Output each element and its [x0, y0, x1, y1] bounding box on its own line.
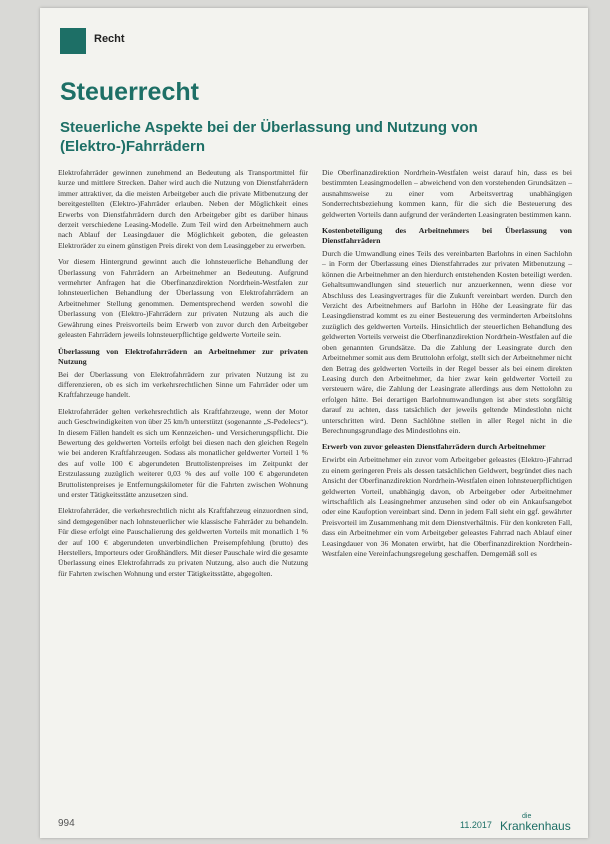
paragraph: Erwirbt ein Arbeitnehmer ein zuvor vom Arbeitgeber geleastes (Elektro-)Fahrrad zu einem geringeren Preis als dessen tatsächlichen Geldwert, begründet dies nach Ansicht der Oberfinanzdirektion Nordrhein-Westfalen einen lohnsteuerpflichtigen geldwerten Vorteil, unabhängig davon, ob Arbeitgeber oder Arbeitnehmer wirtschaftlich als Leasingnehmer anzusehen sind oder ob ein Ankaufsangebot oder eine Kaufoption vereinbart sind. Denn in jedem Fall sieht ein ggf. gewährter Preisvorteil im Zusammenhang mit dem Dienstverhältnis. Für den konkreten Fall, dass ein Arbeitnehmer ein vom Arbeitgeber geleastes Fahrrad nach Ablauf einer Leasingdauer von 36 Monaten erwirbt, hat die Oberfinanzdirektion Nordrhein-Westfalen eine Vereinfachungsregelung geschaffen. Demgemäß soll es	[322, 455, 572, 558]
article-title: Steuerrecht	[60, 78, 199, 106]
article-subtitle: Steuerliche Aspekte bei der Überlassung und Nutzung von (Elektro-)Fahrrädern	[60, 119, 478, 155]
issue-number: 11.2017	[460, 820, 492, 830]
page-number: 994	[58, 818, 75, 829]
section-heading: Kostenbeteiligung des Arbeitnehmers bei Überlassung von Dienstfahrrädern	[322, 226, 572, 246]
paragraph: Elektrofahrräder, die verkehrsrechtlich nicht als Kraftfahrzeug einzuordnen sind, sind demgegenüber nach lohnsteuerlicher wie klassische Fahrräder zu behandeln. Für diese erfolgt eine Pauschalierung des geldwerten Vorteils mit monatlich 1 % der auf 100 € abgerundeten unverbindlichen Preisempfehlung (brutto) des Herstellers, Importeurs oder Großhändlers. Mit dieser Pauschale wird die gesamte Überlassung eines Elektrofahrrads zu privaten Nutzung, also auch die Nutzung für Fahrten zwischen Wohnung und erster Tätigkeitsstätte, abgegolten.	[58, 506, 308, 578]
logo-small-text: die	[522, 813, 532, 820]
paragraph: Die Oberfinanzdirektion Nordrhein-Westfalen weist darauf hin, dass es bei bestimmten Leasingmodellen – abweichend von den vorstehenden Grundsätzen – ausnahmsweise zu einer vom Arbeitsvertrag unabhängigen Sonderrechtsbeziehung kommen kann, für die sich die Besteuerung des geldwerten Vorteils dann aufgrund der veränderten Leasingraten bestimmen kann.	[322, 168, 572, 219]
paragraph: Elektrofahrräder gewinnen zunehmend an Bedeutung als Transportmittel für kurze und mittlere Strecken. Daher wird auch die Nutzung von Dienstfahrrädern immer attraktiver, da die meisten Arbeitgeber auch die private Mitbenutzung der bereitgestellten (Elektro-)Fahrräder erlauben. Neben der Möglichkeit eines Erwerbs von Dienstfahrrädern durch den Arbeitgeber gibt es darüber hinaus derzeit verschiedene Leasing-Modelle. Zum Teil wird den Arbeitnehmern auch nach Ablauf der Leasingdauer die Möglichkeit geboten, die geleasten Elektroräder zu einem günstigen Preis direkt von dem Leasinggeber zu erwerben.	[58, 168, 308, 250]
paragraph: Bei der Überlassung von Elektrofahrrädern zur privaten Nutzung ist zu differenzieren, ob es sich im verkehrsrechtlichen Sinne um Fahrräder oder um Kraftfahrzeuge handelt.	[58, 369, 308, 400]
section-label: Recht	[94, 33, 125, 45]
paragraph: Elektrofahrräder gelten verkehrsrechtlich als Kraftfahrzeuge, wenn der Motor auch Geschwindigkeiten von über 25 km/h unterstützt (sogenannte „S-Pedelecs“). In diesem Fällen handelt es sich um Kennzeichen- und Versicherungspflicht. Die Bewertung des geldwerten Vorteils erfolgt bei diesen nach den gleichen Regeln wie bei anderen Kraftfahrzeugen. Sodass als monatlicher geldwerter Vorteil 1 % des auf volle 100 € abgerundeten Bruttolistenpreises im Zeitpunkt der Erstzulassung zuzüglich weiterer 0,03 % des auf volle 100 € abgerundeten Bruttolistenpreises je Entfernungskilometer für die Fahrten zwischen Wohnung und erster Tätigkeitsstätte anzusetzen sind.	[58, 406, 308, 499]
section-badge	[60, 28, 86, 54]
paragraph: Vor diesem Hintergrund gewinnt auch die lohnsteuerliche Behandlung der Überlassung von Fahrrädern an Arbeitnehmer an Bedeutung. Aufgrund vermehrter Anfragen hat die Oberfinanzdirektion Nordrhein-Westfalen zur lohnsteuerlichen Behandlung der Überlassung von Elektrofahrrädern an Arbeitnehmer Stellung genommen. Dementsprechend werden sowohl die Überlassung von (Elektro-)Fahrrädern zur privaten Nutzung als auch die Gewährung eines Preisvorteils beim Erwerb von zuvor durch den Arbeitgeber geleasten Fahrrädern jeweils lohnsteuerpflichtige geldwerte Vorteile sein.	[58, 257, 308, 340]
section-heading: Erwerb von zuvor geleasten Dienstfahrrädern durch Arbeitnehmer	[322, 442, 546, 452]
logo-main-text: Krankenhaus	[500, 819, 571, 833]
paragraph: Durch die Umwandlung eines Teils des vereinbarten Barlohns in einen Sachlohn – in Form der Überlassung eines Dienstfahrrades zur privaten Mitbenutzung – können die Arbeitnehmer an den hierdurch entstehenden Kosten beteiligt werden. Gehaltsumwandlungen sind steuerlich nur anzuerkennen, wenn diese vor Abschluss des Leasingvertrages für die Zukunft vereinbart werden. Durch den Verzicht des Arbeitnehmers auf Barlohn in Höhe der Leasingrate für das Leasingdienstrad kommt es zu einer Besteuerung des verminderten Arbeitslohns zuzüglich des geldwerten Vorteils. Hinsichtlich der steuerlichen Behandlung des geldwerten Vorteils verweist die Oberfinanzdirektion Nordrhein-Westfalen auf die oben genannten Grundsätze. Da die Zahlung der Leasingrate durch den Arbeitnehmer somit aus dem Bruttolohn erfolgt, stellt sich der Arbeitnehmer nicht den Betrag des geldwerten Vorteils in der Regel besser als bei einem direkten Leasing durch den Arbeitnehmer, da hier zwar kein geldwerter Vorteil zu versteuern wäre, die Zahlung der Leasingrate allerdings aus dem Nettolohn zu erfolgen hätte. Bei derartigen Barlohnumwandlungen ist aber stets sorgfältig darauf zu achten, dass tatsächlich der jeweils geltende Mindestlohn nicht unterschritten wird. Denn Sachlöhne stellen in aller Regel nicht in die Berechnungsgrundlage des Mindestlohns ein.	[322, 249, 572, 435]
magazine-logo	[500, 812, 571, 831]
magazine-page	[40, 8, 588, 838]
left-column	[58, 168, 308, 585]
section-heading: Überlassung von Elektrofahrrädern an Arbeitnehmer zur privaten Nutzung	[58, 346, 308, 366]
right-column	[322, 168, 572, 565]
